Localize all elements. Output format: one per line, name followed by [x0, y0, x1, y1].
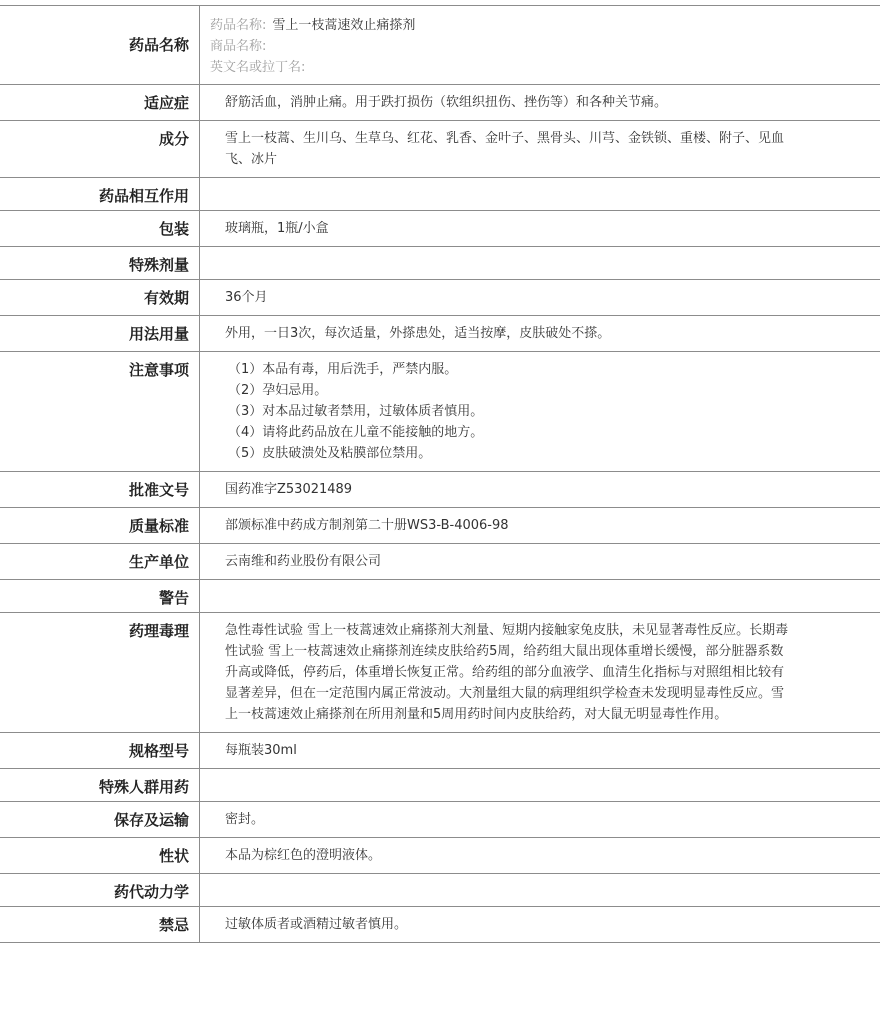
- drug-names-label: 药品名称: [0, 6, 200, 84]
- interactions-label: 药品相互作用: [0, 178, 200, 210]
- drug-names-row: [0, 6, 880, 85]
- indications-row: [0, 85, 880, 121]
- contraindications-label: 禁忌: [0, 907, 200, 942]
- interactions-value: [200, 178, 880, 210]
- storage-label: 保存及运输: [0, 802, 200, 837]
- usage-label: 用法用量: [0, 316, 200, 351]
- special-dosage-value: [200, 247, 880, 279]
- warning-label: 警告: [0, 580, 200, 612]
- toxicology-row: [0, 613, 880, 733]
- precaution-item: （2）孕妇忌用。: [228, 383, 328, 398]
- appearance-row: [0, 838, 880, 874]
- packaging-row: [0, 211, 880, 247]
- precautions-row: [0, 352, 880, 472]
- english-name-line: [210, 57, 790, 78]
- generic-name-line: [210, 15, 790, 36]
- specification-value: 每瓶装30ml: [225, 743, 297, 758]
- toxicology-label: 药理毒理: [0, 613, 200, 732]
- toxicology-value: 急性毒性试验 雪上一枝蒿速效止痛搽剂大剂量、短期内接触家兔皮肤，未见显著毒性反应。长期毒性试验 雪上一枝蒿速效止痛搽剂连续皮肤给药5周，给药组大鼠出现体重增长缓慢，部分脏器系数升高或降低，停药后，体重增长恢复正常。给药组的部分血液学、血清生化指标与对照组相比较有显著差异，但在一定范围内属正常波动。大剂量组大鼠的病理组织学检查未发现明显毒性反应。雪上一枝蒿速效止痛搽剂在所用剂量和5周用药时间内皮肤给药，对大鼠无明显毒性作用。: [225, 623, 789, 722]
- appearance-label: 性状: [0, 838, 200, 873]
- precautions-label: 注意事项: [0, 352, 200, 471]
- usage-value: 外用，一日3次，每次适量，外搽患处，适当按摩，皮肤破处不搽。: [225, 326, 611, 341]
- special-population-row: [0, 769, 880, 802]
- approval-no-value: 国药准字Z53021489: [225, 482, 353, 497]
- special-population-value: [200, 769, 880, 801]
- storage-row: [0, 802, 880, 838]
- quality-standard-value: 部颁标准中药成方制剂第二十册WS3-B-4006-98: [225, 518, 509, 533]
- manufacturer-label: 生产单位: [0, 544, 200, 579]
- special-dosage-label: 特殊剂量: [0, 247, 200, 279]
- precaution-item: （3）对本品过敏者禁用，过敏体质者慎用。: [228, 404, 484, 419]
- appearance-value: 本品为棕红色的澄明液体。: [225, 848, 382, 863]
- warning-row: [0, 580, 880, 613]
- manufacturer-row: [0, 544, 880, 580]
- precautions-value: [200, 352, 880, 471]
- pharmacokinetics-label: 药代动力学: [0, 874, 200, 906]
- contraindications-value: 过敏体质者或酒精过敏者慎用。: [225, 917, 408, 932]
- pharmacokinetics-value: [200, 874, 880, 906]
- storage-value: 密封。: [225, 812, 265, 827]
- manufacturer-value: 云南维和药业股份有限公司: [225, 554, 382, 569]
- precaution-item: （4）请将此药品放在儿童不能接触的地方。: [228, 425, 484, 440]
- quality-standard-row: [0, 508, 880, 544]
- specification-row: [0, 733, 880, 769]
- indications-value: 舒筋活血，消肿止痛。用于跌打损伤（软组织扭伤、挫伤等）和各种关节痛。: [225, 95, 668, 110]
- quality-standard-label: 质量标准: [0, 508, 200, 543]
- special-population-label: 特殊人群用药: [0, 769, 200, 801]
- interactions-row: [0, 178, 880, 211]
- ingredients-value: 雪上一枝蒿、生川乌、生草乌、红花、乳香、金叶子、黑骨头、川芎、金铁锁、重楼、附子、见血飞、冰片: [225, 131, 785, 167]
- contraindications-row: [0, 907, 880, 943]
- shelf-life-label: 有效期: [0, 280, 200, 315]
- packaging-value: 玻璃瓶，1瓶/小盒: [225, 221, 329, 236]
- indications-label: 适应症: [0, 85, 200, 120]
- warning-value: [200, 580, 880, 612]
- approval-no-row: [0, 472, 880, 508]
- ingredients-label: 成分: [0, 121, 200, 177]
- drug-names-value: [200, 6, 880, 84]
- precaution-item: （1）本品有毒，用后洗手，严禁内服。: [228, 362, 458, 377]
- special-dosage-row: [0, 247, 880, 280]
- pharmacokinetics-row: [0, 874, 880, 907]
- packaging-label: 包装: [0, 211, 200, 246]
- specification-label: 规格型号: [0, 733, 200, 768]
- drug-spec-table: [0, 5, 880, 943]
- trade-name-label: 商品名称:: [210, 39, 267, 54]
- ingredients-row: [0, 121, 880, 178]
- english-name-label: 英文名或拉丁名:: [210, 60, 306, 75]
- usage-row: [0, 316, 880, 352]
- generic-name-value: 雪上一枝蒿速效止痛搽剂: [272, 18, 416, 33]
- shelf-life-value: 36个月: [225, 290, 268, 305]
- generic-name-label: 药品名称:: [210, 18, 267, 33]
- precaution-item: （5）皮肤破溃处及粘膜部位禁用。: [228, 446, 432, 461]
- trade-name-line: [210, 36, 790, 57]
- approval-no-label: 批准文号: [0, 472, 200, 507]
- shelf-life-row: [0, 280, 880, 316]
